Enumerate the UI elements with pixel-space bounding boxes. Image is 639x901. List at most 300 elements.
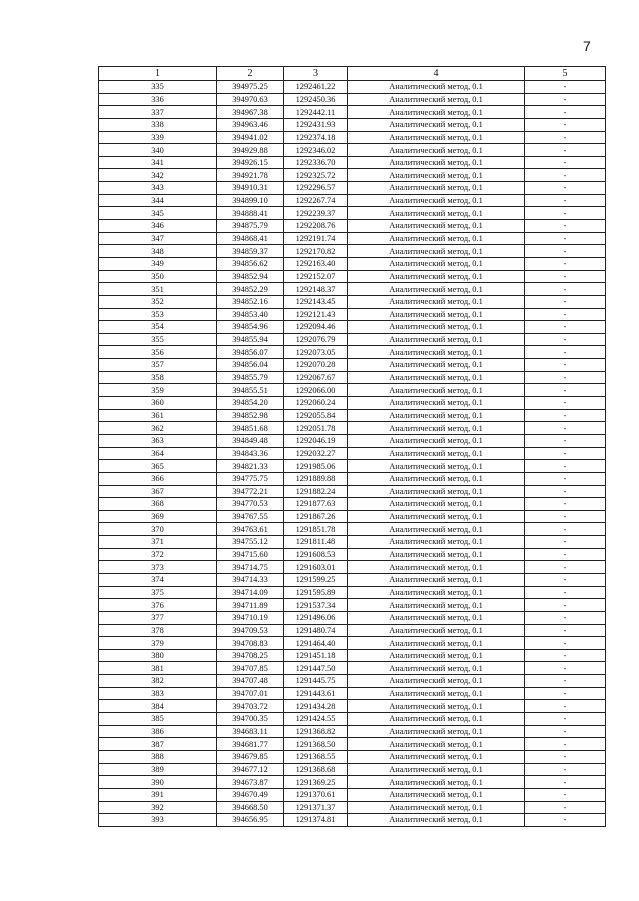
y-coordinate-cell: 1292442.11 — [284, 106, 348, 119]
column-5-cell: - — [525, 384, 606, 397]
method-cell: Аналитический метод, 0.1 — [348, 637, 525, 650]
column-5-cell: - — [525, 81, 606, 94]
x-coordinate-cell: 394700.35 — [217, 713, 284, 726]
x-coordinate-cell: 394929.88 — [217, 144, 284, 157]
table-row — [99, 472, 606, 485]
table-row — [99, 814, 606, 827]
table-row — [99, 409, 606, 422]
method-cell: Аналитический метод, 0.1 — [348, 510, 525, 523]
method-cell: Аналитический метод, 0.1 — [348, 472, 525, 485]
x-coordinate-cell: 394910.31 — [217, 182, 284, 195]
method-cell: Аналитический метод, 0.1 — [348, 561, 525, 574]
column-5-cell: - — [525, 523, 606, 536]
column-header-2: 2 — [217, 67, 284, 81]
table-row — [99, 649, 606, 662]
table-row — [99, 346, 606, 359]
point-number-cell: 338 — [99, 118, 217, 131]
point-number-cell: 381 — [99, 662, 217, 675]
column-5-cell: - — [525, 257, 606, 270]
y-coordinate-cell: 1292066.00 — [284, 384, 348, 397]
point-number-cell: 345 — [99, 207, 217, 220]
method-cell: Аналитический метод, 0.1 — [348, 611, 525, 624]
column-5-cell: - — [525, 308, 606, 321]
method-cell: Аналитический метод, 0.1 — [348, 750, 525, 763]
column-5-cell: - — [525, 182, 606, 195]
point-number-cell: 392 — [99, 801, 217, 814]
y-coordinate-cell: 1292267.74 — [284, 194, 348, 207]
point-number-cell: 368 — [99, 498, 217, 511]
point-number-cell: 387 — [99, 738, 217, 751]
column-5-cell: - — [525, 801, 606, 814]
point-number-cell: 356 — [99, 346, 217, 359]
x-coordinate-cell: 394708.25 — [217, 649, 284, 662]
column-5-cell: - — [525, 245, 606, 258]
column-5-cell: - — [525, 637, 606, 650]
x-coordinate-cell: 394849.48 — [217, 434, 284, 447]
table-row — [99, 245, 606, 258]
y-coordinate-cell: 1292076.79 — [284, 333, 348, 346]
point-number-cell: 389 — [99, 763, 217, 776]
x-coordinate-cell: 394855.94 — [217, 333, 284, 346]
y-coordinate-cell: 1292121.43 — [284, 308, 348, 321]
y-coordinate-cell: 1291369.25 — [284, 776, 348, 789]
column-5-cell: - — [525, 144, 606, 157]
point-number-cell: 376 — [99, 599, 217, 612]
point-number-cell: 337 — [99, 106, 217, 119]
column-5-cell: - — [525, 346, 606, 359]
point-number-cell: 340 — [99, 144, 217, 157]
x-coordinate-cell: 394853.40 — [217, 308, 284, 321]
point-number-cell: 335 — [99, 81, 217, 94]
y-coordinate-cell: 1291424.55 — [284, 713, 348, 726]
column-5-cell: - — [525, 586, 606, 599]
column-5-cell: - — [525, 561, 606, 574]
y-coordinate-cell: 1291443.61 — [284, 687, 348, 700]
method-cell: Аналитический метод, 0.1 — [348, 460, 525, 473]
point-number-cell: 386 — [99, 725, 217, 738]
point-number-cell: 374 — [99, 573, 217, 586]
method-cell: Аналитический метод, 0.1 — [348, 725, 525, 738]
table-row — [99, 700, 606, 713]
point-number-cell: 346 — [99, 220, 217, 233]
x-coordinate-cell: 394888.41 — [217, 207, 284, 220]
x-coordinate-cell: 394677.12 — [217, 763, 284, 776]
page-number: 7 — [583, 38, 591, 54]
point-number-cell: 382 — [99, 675, 217, 688]
y-coordinate-cell: 1291371.37 — [284, 801, 348, 814]
point-number-cell: 360 — [99, 397, 217, 410]
point-number-cell: 341 — [99, 156, 217, 169]
method-cell: Аналитический метод, 0.1 — [348, 801, 525, 814]
column-5-cell: - — [525, 118, 606, 131]
y-coordinate-cell: 1291877.63 — [284, 498, 348, 511]
column-5-cell: - — [525, 409, 606, 422]
method-cell: Аналитический метод, 0.1 — [348, 536, 525, 549]
method-cell: Аналитический метод, 0.1 — [348, 523, 525, 536]
table-row — [99, 169, 606, 182]
method-cell: Аналитический метод, 0.1 — [348, 93, 525, 106]
x-coordinate-cell: 394921.78 — [217, 169, 284, 182]
x-coordinate-cell: 394899.10 — [217, 194, 284, 207]
x-coordinate-cell: 394941.02 — [217, 131, 284, 144]
table-row — [99, 485, 606, 498]
y-coordinate-cell: 1292073.05 — [284, 346, 348, 359]
method-cell: Аналитический метод, 0.1 — [348, 573, 525, 586]
x-coordinate-cell: 394854.20 — [217, 397, 284, 410]
table-row — [99, 662, 606, 675]
y-coordinate-cell: 1291451.18 — [284, 649, 348, 662]
column-5-cell: - — [525, 422, 606, 435]
point-number-cell: 339 — [99, 131, 217, 144]
table-row — [99, 763, 606, 776]
x-coordinate-cell: 394714.75 — [217, 561, 284, 574]
column-5-cell: - — [525, 649, 606, 662]
x-coordinate-cell: 394967.38 — [217, 106, 284, 119]
point-number-cell: 344 — [99, 194, 217, 207]
x-coordinate-cell: 394821.33 — [217, 460, 284, 473]
x-coordinate-cell: 394775.75 — [217, 472, 284, 485]
column-5-cell: - — [525, 776, 606, 789]
y-coordinate-cell: 1292191.74 — [284, 232, 348, 245]
method-cell: Аналитический метод, 0.1 — [348, 586, 525, 599]
y-coordinate-cell: 1291447.50 — [284, 662, 348, 675]
point-number-cell: 354 — [99, 321, 217, 334]
column-5-cell: - — [525, 434, 606, 447]
method-cell: Аналитический метод, 0.1 — [348, 131, 525, 144]
y-coordinate-cell: 1292152.07 — [284, 270, 348, 283]
point-number-cell: 357 — [99, 359, 217, 372]
method-cell: Аналитический метод, 0.1 — [348, 194, 525, 207]
method-cell: Аналитический метод, 0.1 — [348, 776, 525, 789]
y-coordinate-cell: 1291496.06 — [284, 611, 348, 624]
table-row — [99, 295, 606, 308]
method-cell: Аналитический метод, 0.1 — [348, 738, 525, 751]
point-number-cell: 350 — [99, 270, 217, 283]
y-coordinate-cell: 1291889.88 — [284, 472, 348, 485]
table-row — [99, 561, 606, 574]
table-header-row — [99, 67, 606, 81]
column-5-cell: - — [525, 675, 606, 688]
point-number-cell: 364 — [99, 447, 217, 460]
x-coordinate-cell: 394755.12 — [217, 536, 284, 549]
column-5-cell: - — [525, 814, 606, 827]
x-coordinate-cell: 394679.85 — [217, 750, 284, 763]
point-number-cell: 372 — [99, 548, 217, 561]
y-coordinate-cell: 1292296.57 — [284, 182, 348, 195]
column-5-cell: - — [525, 700, 606, 713]
y-coordinate-cell: 1292094.46 — [284, 321, 348, 334]
method-cell: Аналитический метод, 0.1 — [348, 308, 525, 321]
x-coordinate-cell: 394926.15 — [217, 156, 284, 169]
table-row — [99, 586, 606, 599]
column-5-cell: - — [525, 106, 606, 119]
column-5-cell: - — [525, 611, 606, 624]
method-cell: Аналитический метод, 0.1 — [348, 371, 525, 384]
table-body — [99, 81, 606, 827]
y-coordinate-cell: 1292170.82 — [284, 245, 348, 258]
x-coordinate-cell: 394668.50 — [217, 801, 284, 814]
column-5-cell: - — [525, 460, 606, 473]
x-coordinate-cell: 394714.09 — [217, 586, 284, 599]
point-number-cell: 353 — [99, 308, 217, 321]
point-number-cell: 359 — [99, 384, 217, 397]
point-number-cell: 365 — [99, 460, 217, 473]
method-cell: Аналитический метод, 0.1 — [348, 106, 525, 119]
y-coordinate-cell: 1291867.26 — [284, 510, 348, 523]
x-coordinate-cell: 394843.36 — [217, 447, 284, 460]
column-5-cell: - — [525, 788, 606, 801]
y-coordinate-cell: 1292336.70 — [284, 156, 348, 169]
x-coordinate-cell: 394707.48 — [217, 675, 284, 688]
table-row — [99, 257, 606, 270]
point-number-cell: 366 — [99, 472, 217, 485]
table-row — [99, 624, 606, 637]
table-row — [99, 283, 606, 296]
x-coordinate-cell: 394714.33 — [217, 573, 284, 586]
table-row — [99, 548, 606, 561]
method-cell: Аналитический метод, 0.1 — [348, 156, 525, 169]
point-number-cell: 363 — [99, 434, 217, 447]
table-row — [99, 523, 606, 536]
table-row — [99, 232, 606, 245]
x-coordinate-cell: 394711.89 — [217, 599, 284, 612]
y-coordinate-cell: 1291368.55 — [284, 750, 348, 763]
method-cell: Аналитический метод, 0.1 — [348, 207, 525, 220]
point-number-cell: 361 — [99, 409, 217, 422]
point-number-cell: 352 — [99, 295, 217, 308]
y-coordinate-cell: 1291608.53 — [284, 548, 348, 561]
table-row — [99, 106, 606, 119]
table-row — [99, 713, 606, 726]
column-5-cell: - — [525, 131, 606, 144]
column-5-cell: - — [525, 548, 606, 561]
column-header-4: 4 — [348, 67, 525, 81]
point-number-cell: 380 — [99, 649, 217, 662]
x-coordinate-cell: 394855.51 — [217, 384, 284, 397]
column-5-cell: - — [525, 687, 606, 700]
method-cell: Аналитический метод, 0.1 — [348, 384, 525, 397]
y-coordinate-cell: 1292374.18 — [284, 131, 348, 144]
table-row — [99, 333, 606, 346]
column-5-cell: - — [525, 498, 606, 511]
column-5-cell: - — [525, 283, 606, 296]
y-coordinate-cell: 1292239.37 — [284, 207, 348, 220]
y-coordinate-cell: 1291434.28 — [284, 700, 348, 713]
point-number-cell: 342 — [99, 169, 217, 182]
y-coordinate-cell: 1292450.36 — [284, 93, 348, 106]
method-cell: Аналитический метод, 0.1 — [348, 687, 525, 700]
point-number-cell: 355 — [99, 333, 217, 346]
method-cell: Аналитический метод, 0.1 — [348, 257, 525, 270]
method-cell: Аналитический метод, 0.1 — [348, 232, 525, 245]
table-row — [99, 460, 606, 473]
method-cell: Аналитический метод, 0.1 — [348, 321, 525, 334]
column-5-cell: - — [525, 371, 606, 384]
point-number-cell: 379 — [99, 637, 217, 650]
column-5-cell: - — [525, 662, 606, 675]
x-coordinate-cell: 394856.04 — [217, 359, 284, 372]
method-cell: Аналитический метод, 0.1 — [348, 333, 525, 346]
point-number-cell: 388 — [99, 750, 217, 763]
y-coordinate-cell: 1291464.40 — [284, 637, 348, 650]
table-row — [99, 687, 606, 700]
column-5-cell: - — [525, 169, 606, 182]
table-row — [99, 118, 606, 131]
method-cell: Аналитический метод, 0.1 — [348, 649, 525, 662]
table-row — [99, 397, 606, 410]
y-coordinate-cell: 1291445.75 — [284, 675, 348, 688]
y-coordinate-cell: 1291985.06 — [284, 460, 348, 473]
method-cell: Аналитический метод, 0.1 — [348, 118, 525, 131]
method-cell: Аналитический метод, 0.1 — [348, 788, 525, 801]
method-cell: Аналитический метод, 0.1 — [348, 346, 525, 359]
method-cell: Аналитический метод, 0.1 — [348, 245, 525, 258]
method-cell: Аналитический метод, 0.1 — [348, 220, 525, 233]
x-coordinate-cell: 394868.41 — [217, 232, 284, 245]
column-5-cell: - — [525, 763, 606, 776]
method-cell: Аналитический метод, 0.1 — [348, 144, 525, 157]
x-coordinate-cell: 394772.21 — [217, 485, 284, 498]
x-coordinate-cell: 394707.01 — [217, 687, 284, 700]
x-coordinate-cell: 394963.46 — [217, 118, 284, 131]
y-coordinate-cell: 1292046.19 — [284, 434, 348, 447]
x-coordinate-cell: 394683.11 — [217, 725, 284, 738]
table-row — [99, 308, 606, 321]
method-cell: Аналитический метод, 0.1 — [348, 270, 525, 283]
x-coordinate-cell: 394670.49 — [217, 788, 284, 801]
method-cell: Аналитический метод, 0.1 — [348, 169, 525, 182]
table-row — [99, 573, 606, 586]
point-number-cell: 369 — [99, 510, 217, 523]
point-number-cell: 367 — [99, 485, 217, 498]
point-number-cell: 343 — [99, 182, 217, 195]
table-row — [99, 675, 606, 688]
method-cell: Аналитический метод, 0.1 — [348, 763, 525, 776]
table-row — [99, 359, 606, 372]
column-5-cell: - — [525, 321, 606, 334]
method-cell: Аналитический метод, 0.1 — [348, 548, 525, 561]
method-cell: Аналитический метод, 0.1 — [348, 182, 525, 195]
column-5-cell: - — [525, 194, 606, 207]
x-coordinate-cell: 394710.19 — [217, 611, 284, 624]
x-coordinate-cell: 394656.95 — [217, 814, 284, 827]
method-cell: Аналитический метод, 0.1 — [348, 283, 525, 296]
y-coordinate-cell: 1291368.68 — [284, 763, 348, 776]
y-coordinate-cell: 1291374.81 — [284, 814, 348, 827]
y-coordinate-cell: 1291537.34 — [284, 599, 348, 612]
table-row — [99, 611, 606, 624]
y-coordinate-cell: 1291370.61 — [284, 788, 348, 801]
x-coordinate-cell: 394851.68 — [217, 422, 284, 435]
table-row — [99, 637, 606, 650]
method-cell: Аналитический метод, 0.1 — [348, 662, 525, 675]
method-cell: Аналитический метод, 0.1 — [348, 434, 525, 447]
x-coordinate-cell: 394715.60 — [217, 548, 284, 561]
y-coordinate-cell: 1292055.84 — [284, 409, 348, 422]
point-number-cell: 375 — [99, 586, 217, 599]
point-number-cell: 385 — [99, 713, 217, 726]
method-cell: Аналитический метод, 0.1 — [348, 624, 525, 637]
column-5-cell: - — [525, 750, 606, 763]
table-row — [99, 194, 606, 207]
table-row — [99, 801, 606, 814]
x-coordinate-cell: 394763.61 — [217, 523, 284, 536]
method-cell: Аналитический метод, 0.1 — [348, 359, 525, 372]
table-row — [99, 371, 606, 384]
table-row — [99, 422, 606, 435]
table-row — [99, 81, 606, 94]
table-row — [99, 321, 606, 334]
column-5-cell: - — [525, 472, 606, 485]
column-5-cell: - — [525, 447, 606, 460]
point-number-cell: 349 — [99, 257, 217, 270]
table-row — [99, 144, 606, 157]
point-number-cell: 362 — [99, 422, 217, 435]
x-coordinate-cell: 394681.77 — [217, 738, 284, 751]
method-cell: Аналитический метод, 0.1 — [348, 498, 525, 511]
x-coordinate-cell: 394767.55 — [217, 510, 284, 523]
y-coordinate-cell: 1292051.78 — [284, 422, 348, 435]
column-5-cell: - — [525, 599, 606, 612]
column-header-3: 3 — [284, 67, 348, 81]
table-row — [99, 434, 606, 447]
column-5-cell: - — [525, 397, 606, 410]
column-5-cell: - — [525, 232, 606, 245]
y-coordinate-cell: 1291882.24 — [284, 485, 348, 498]
point-number-cell: 378 — [99, 624, 217, 637]
y-coordinate-cell: 1291599.25 — [284, 573, 348, 586]
point-number-cell: 383 — [99, 687, 217, 700]
method-cell: Аналитический метод, 0.1 — [348, 397, 525, 410]
column-5-cell: - — [525, 573, 606, 586]
table-row — [99, 220, 606, 233]
y-coordinate-cell: 1292143.45 — [284, 295, 348, 308]
point-number-cell: 336 — [99, 93, 217, 106]
y-coordinate-cell: 1292070.28 — [284, 359, 348, 372]
y-coordinate-cell: 1291480.74 — [284, 624, 348, 637]
table-row — [99, 207, 606, 220]
method-cell: Аналитический метод, 0.1 — [348, 713, 525, 726]
column-5-cell: - — [525, 536, 606, 549]
column-5-cell: - — [525, 220, 606, 233]
table-row — [99, 776, 606, 789]
x-coordinate-cell: 394856.62 — [217, 257, 284, 270]
table-row — [99, 131, 606, 144]
method-cell: Аналитический метод, 0.1 — [348, 700, 525, 713]
y-coordinate-cell: 1292431.93 — [284, 118, 348, 131]
x-coordinate-cell: 394875.79 — [217, 220, 284, 233]
column-5-cell: - — [525, 713, 606, 726]
point-number-cell: 347 — [99, 232, 217, 245]
point-number-cell: 391 — [99, 788, 217, 801]
method-cell: Аналитический метод, 0.1 — [348, 409, 525, 422]
x-coordinate-cell: 394970.63 — [217, 93, 284, 106]
table-row — [99, 498, 606, 511]
point-number-cell: 377 — [99, 611, 217, 624]
point-number-cell: 370 — [99, 523, 217, 536]
point-number-cell: 384 — [99, 700, 217, 713]
y-coordinate-cell: 1291811.48 — [284, 536, 348, 549]
table-row — [99, 510, 606, 523]
x-coordinate-cell: 394852.98 — [217, 409, 284, 422]
column-5-cell: - — [525, 295, 606, 308]
table-row — [99, 93, 606, 106]
table-row — [99, 788, 606, 801]
column-5-cell: - — [525, 738, 606, 751]
y-coordinate-cell: 1292325.72 — [284, 169, 348, 182]
column-5-cell: - — [525, 93, 606, 106]
y-coordinate-cell: 1292148.37 — [284, 283, 348, 296]
